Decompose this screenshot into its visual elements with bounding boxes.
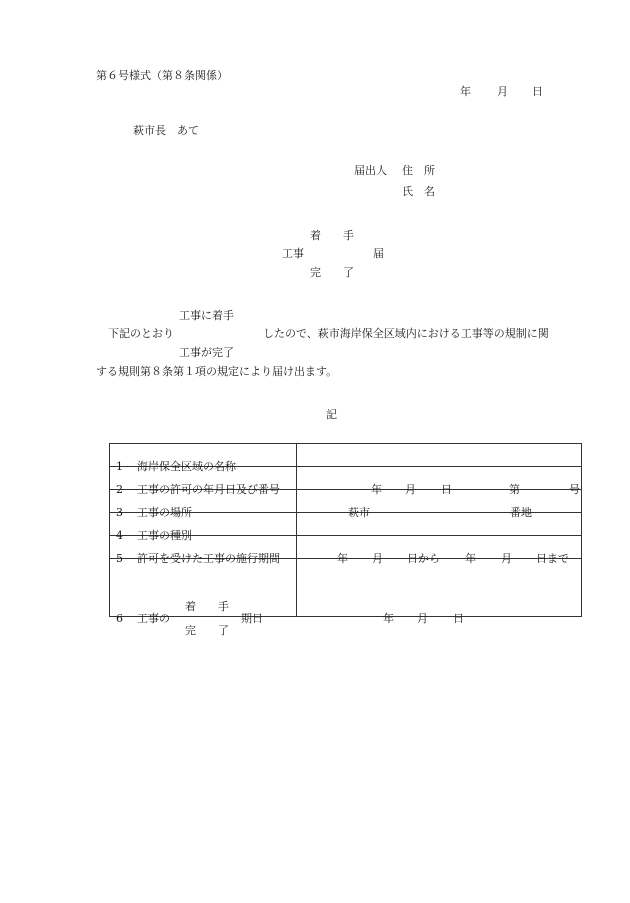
permit-year-label: 年	[371, 483, 382, 496]
form-number: 第６号様式（第８条関係）	[96, 69, 228, 82]
title-complete-option: 完 了	[310, 266, 354, 279]
details-table	[109, 443, 582, 637]
row-label: 工事の種別	[137, 529, 192, 542]
row-label: 工事の場所	[137, 506, 192, 519]
row-value-cell	[297, 444, 582, 467]
date-year-label: 年	[460, 85, 471, 98]
row-value-cell	[297, 559, 582, 625]
row-number: 1	[116, 460, 123, 473]
row-prefix: 工事の	[137, 611, 170, 625]
row-label: 工事の許可の年月日及び番号	[137, 483, 280, 496]
row-value-cell	[297, 536, 582, 565]
title-notification: 届	[373, 247, 384, 260]
deadline-month-label: 月	[417, 611, 428, 625]
row-label: 海岸保全区域の名称	[137, 460, 236, 473]
row-value-cell	[297, 467, 582, 496]
row-number: 2	[116, 483, 123, 496]
period-start-month-label: 月	[372, 552, 383, 565]
date-day-label: 日	[532, 85, 543, 98]
row-suffix: 期日	[241, 611, 263, 625]
table-row	[110, 444, 582, 467]
body-line-2: する規則第８条第１項の規定により届け出ます。	[96, 365, 338, 378]
notifier-label: 届出人	[354, 164, 387, 177]
period-end-month-label: 月	[501, 552, 512, 565]
period-end-year-label: 年	[465, 552, 476, 565]
permit-dai-label: 第	[509, 483, 520, 496]
ki-heading: 記	[326, 408, 337, 421]
location-city-label: 萩市	[348, 506, 370, 519]
deadline-day-label: 日	[453, 611, 464, 625]
row-start-option: 着 手	[185, 599, 229, 613]
permit-day-label: 日	[441, 483, 452, 496]
body-lead: 下記のとおり	[108, 327, 174, 340]
row-label-cell	[110, 559, 297, 637]
row-number: 5	[116, 552, 123, 565]
body-option-start: 工事に着手	[179, 309, 234, 322]
row-value-cell	[297, 490, 582, 519]
title-start-option: 着 手	[310, 229, 354, 242]
body-continuation: したので、萩市海岸保全区域内における工事等の規制に関	[263, 327, 549, 340]
row-number: 4	[116, 529, 123, 542]
addressee: 萩市長 あて	[133, 124, 199, 137]
period-start-year-label: 年	[337, 552, 348, 565]
notifier-address-label: 住 所	[402, 164, 435, 177]
period-end-day-label: 日まで	[536, 552, 569, 565]
deadline-year-label: 年	[383, 611, 394, 625]
location-banchi-label: 番地	[510, 506, 532, 519]
permit-go-label: 号	[569, 483, 580, 496]
title-work: 工事	[282, 247, 304, 260]
row-number: 3	[116, 506, 123, 519]
notifier-name-label: 氏 名	[402, 185, 435, 198]
permit-month-label: 月	[405, 483, 416, 496]
row-label: 許可を受けた工事の施行期間	[137, 552, 280, 565]
row-complete-option: 完 了	[185, 623, 229, 637]
row-number: 6	[116, 611, 123, 625]
row-value-cell	[297, 513, 582, 536]
table-row	[110, 559, 582, 617]
date-month-label: 月	[497, 85, 508, 98]
row-label-cell	[110, 444, 297, 473]
body-option-complete: 工事が完了	[179, 346, 234, 359]
period-start-day-label: 日から	[407, 552, 440, 565]
